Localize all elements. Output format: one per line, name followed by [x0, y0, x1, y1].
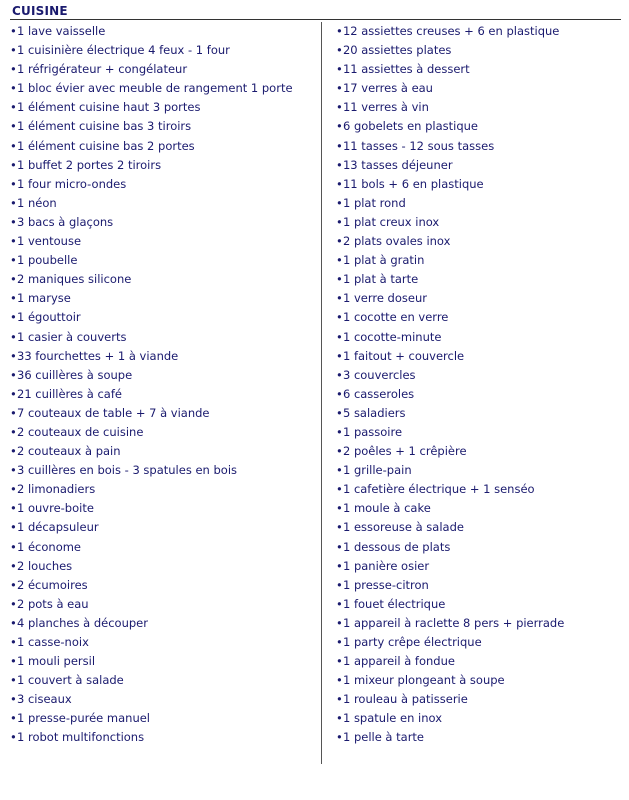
list-item-label: 1 élément cuisine haut 3 portes [17, 100, 201, 115]
bullet-icon: • [335, 692, 343, 707]
list-item-label: 1 casse-noix [17, 635, 89, 649]
bullet-icon: • [10, 730, 17, 745]
list-item-label: 1 cuisinière électrique 4 feux - 1 four [17, 43, 230, 58]
list-item [336, 22, 621, 41]
list-item-label: 1 maryse [17, 291, 71, 306]
list-item [336, 461, 621, 480]
bullet-icon: • [335, 195, 343, 210]
list-item-label: 1 ventouse [17, 234, 82, 249]
list-item [10, 156, 315, 175]
list-item [10, 690, 315, 709]
bullet-icon: • [10, 176, 17, 191]
list-item [336, 251, 621, 270]
bullet-icon: • [335, 386, 343, 401]
list-item-label: 1 lave vaisselle [17, 24, 106, 38]
list-item [10, 41, 315, 60]
bullet-icon: • [335, 43, 343, 58]
list-item-label: 3 cuillères en bois - 3 spatules en bois [17, 463, 238, 478]
list-item-label: 3 couvercles [342, 367, 416, 382]
bullet-icon: • [10, 119, 17, 134]
list-item [336, 213, 621, 232]
list-item-label: 1 moule à cake [342, 501, 431, 516]
bullet-icon: • [10, 138, 17, 153]
list-item [336, 41, 621, 60]
bullet-icon: • [335, 424, 343, 439]
list-item-label: 11 verres à vin [342, 100, 429, 115]
list-item-label: 1 presse-citron [342, 577, 429, 592]
bullet-icon: • [10, 367, 17, 382]
list-item [10, 480, 315, 499]
list-item [10, 671, 315, 690]
bullet-icon: • [335, 100, 343, 115]
list-item-label: 1 cocotte-minute [342, 329, 442, 344]
list-item [336, 518, 621, 537]
list-item-label: 1 four micro-ondes [17, 176, 127, 191]
list-item-label: 2 louches [17, 558, 73, 573]
list-item [10, 175, 315, 194]
bullet-icon: • [335, 253, 343, 268]
bullet-icon: • [335, 482, 343, 497]
list-item-label: 7 couteaux de table + 7 à viande [17, 405, 210, 420]
list-item-label: 2 couteaux à pain [17, 444, 121, 459]
bullet-icon: • [10, 501, 17, 516]
list-item [10, 538, 315, 557]
list-item-label: 1 poubelle [17, 253, 78, 268]
list-item [10, 518, 315, 537]
right-item-list [336, 22, 621, 748]
list-item [10, 614, 315, 633]
list-item [10, 595, 315, 614]
bullet-icon: • [10, 635, 17, 649]
list-item-label: 12 assiettes creuses + 6 en plastique [342, 24, 560, 38]
list-item-label: 21 cuillères à café [17, 386, 122, 401]
list-item-label: 1 élément cuisine bas 2 portes [17, 138, 195, 153]
bullet-icon: • [10, 234, 17, 249]
bullet-icon: • [10, 424, 17, 439]
list-item-label: 1 ouvre-boite [17, 501, 94, 516]
page-title: CUISINE [12, 4, 68, 18]
title-divider [10, 19, 621, 20]
list-item-label: 1 pelle à tarte [342, 730, 425, 745]
list-item [10, 289, 315, 308]
list-item [336, 557, 621, 576]
list-item [336, 423, 621, 442]
bullet-icon: • [10, 214, 17, 229]
list-item-label: 1 appareil à raclette 8 pers + pierrade [342, 615, 565, 630]
list-item-label: 6 gobelets en plastique [342, 119, 478, 134]
list-item [336, 175, 621, 194]
bullet-icon: • [10, 291, 17, 306]
bullet-icon: • [10, 195, 17, 210]
list-item-label: 1 faitout + couvercle [342, 348, 465, 363]
list-item-label: 1 mixeur plongeant à soupe [342, 673, 505, 688]
list-item-label: 1 mouli persil [17, 654, 96, 669]
list-item-label: 1 dessous de plats [342, 539, 451, 554]
list-item-label: 6 casseroles [342, 386, 415, 401]
list-item-label: 1 verre doseur [342, 291, 427, 306]
list-item [336, 232, 621, 251]
list-item [10, 385, 315, 404]
list-item [10, 576, 315, 595]
list-item-label: 1 décapsuleur [17, 520, 99, 535]
bullet-icon: • [10, 253, 17, 268]
list-item-label: 1 économe [17, 539, 82, 554]
bullet-icon: • [335, 348, 343, 363]
bullet-icon: • [10, 62, 17, 77]
bullet-icon: • [10, 157, 17, 172]
list-item-label: 1 passoire [342, 424, 403, 439]
bullet-icon: • [335, 558, 343, 573]
bullet-icon: • [335, 463, 343, 478]
bullet-icon: • [10, 654, 17, 669]
left-column [10, 22, 321, 748]
list-item-label: 2 écumoires [17, 577, 88, 592]
list-item-label: 1 essoreuse à salade [342, 520, 464, 535]
bullet-icon: • [10, 692, 17, 707]
list-item [10, 22, 315, 41]
list-item [336, 60, 621, 79]
list-item-label: 5 saladiers [342, 405, 406, 420]
list-item-label: 4 planches à découper [17, 615, 148, 630]
list-item-label: 1 cafetière électrique + 1 senséo [342, 482, 535, 497]
bullet-icon: • [335, 234, 343, 249]
bullet-icon: • [335, 673, 343, 688]
bullet-icon: • [10, 43, 17, 58]
list-item [336, 328, 621, 347]
list-item [10, 79, 315, 98]
list-item [10, 194, 315, 213]
bullet-icon: • [10, 711, 17, 726]
bullet-icon: • [335, 329, 343, 344]
bullet-icon: • [335, 367, 343, 382]
list-item [336, 366, 621, 385]
bullet-icon: • [335, 520, 343, 535]
list-item-label: 2 pots à eau [17, 596, 89, 611]
list-item [10, 308, 315, 327]
list-item [10, 423, 315, 442]
bullet-icon: • [10, 444, 17, 459]
list-item-label: 11 assiettes à dessert [342, 62, 470, 77]
list-item [336, 652, 621, 671]
bullet-icon: • [335, 615, 343, 630]
list-item [10, 251, 315, 270]
list-item [336, 79, 621, 98]
list-item [336, 270, 621, 289]
bullet-icon: • [10, 348, 17, 363]
bullet-icon: • [335, 157, 343, 172]
bullet-icon: • [10, 329, 17, 344]
list-item [336, 98, 621, 117]
bullet-icon: • [335, 176, 343, 191]
bullet-icon: • [335, 577, 343, 592]
list-item-label: 2 plats ovales inox [342, 234, 451, 249]
list-item [10, 633, 315, 652]
list-item [336, 480, 621, 499]
bullet-icon: • [10, 482, 17, 497]
list-item [10, 213, 315, 232]
list-item [336, 308, 621, 327]
list-item [336, 499, 621, 518]
list-item-label: 17 verres à eau [342, 81, 433, 96]
list-item-label: 1 buffet 2 portes 2 tiroirs [17, 157, 162, 172]
list-item-label: 1 casier à couverts [17, 329, 127, 344]
list-item-label: 2 poêles + 1 crêpière [342, 444, 467, 459]
bullet-icon: • [10, 81, 17, 96]
bullet-icon: • [335, 711, 343, 726]
list-item [336, 595, 621, 614]
list-item [336, 385, 621, 404]
list-item [10, 499, 315, 518]
list-item-label: 1 presse-purée manuel [17, 711, 150, 726]
list-item-label: 1 néon [17, 195, 57, 210]
list-item [336, 117, 621, 136]
list-item-label: 1 panière osier [342, 558, 430, 573]
bullet-icon: • [335, 501, 343, 516]
bullet-icon: • [10, 24, 17, 38]
list-item [336, 690, 621, 709]
list-item [336, 671, 621, 690]
bullet-icon: • [10, 558, 17, 573]
list-item-label: 11 bols + 6 en plastique [342, 176, 484, 191]
bullet-icon: • [335, 596, 343, 611]
list-item [336, 538, 621, 557]
list-item [10, 117, 315, 136]
list-item [10, 347, 315, 366]
list-item [10, 728, 315, 747]
list-item-label: 3 ciseaux [17, 692, 72, 707]
list-item [336, 614, 621, 633]
bullet-icon: • [10, 596, 17, 611]
bullet-icon: • [10, 615, 17, 630]
bullet-icon: • [335, 291, 343, 306]
list-item-label: 1 cocotte en verre [342, 310, 449, 325]
list-item [336, 347, 621, 366]
list-item-label: 1 grille-pain [342, 463, 412, 478]
list-item-label: 1 réfrigérateur + congélateur [17, 62, 188, 77]
list-item-label: 1 couvert à salade [17, 673, 124, 688]
list-item-label: 2 limonadiers [17, 482, 96, 497]
list-item-label: 1 plat à gratin [342, 253, 425, 268]
list-item [10, 366, 315, 385]
bullet-icon: • [10, 405, 17, 420]
inventory-columns [10, 22, 621, 764]
bullet-icon: • [10, 673, 17, 688]
list-item-label: 1 appareil à fondue [342, 654, 455, 669]
bullet-icon: • [335, 24, 343, 38]
bullet-icon: • [335, 539, 343, 554]
list-item [10, 442, 315, 461]
list-item [10, 461, 315, 480]
list-item [10, 232, 315, 251]
list-item-label: 1 robot multifonctions [17, 730, 145, 745]
bullet-icon: • [10, 520, 17, 535]
bullet-icon: • [335, 405, 343, 420]
right-column [322, 22, 621, 748]
bullet-icon: • [335, 81, 343, 96]
list-item-label: 1 rouleau à patisserie [342, 692, 468, 707]
left-item-list [10, 22, 315, 748]
bullet-icon: • [335, 214, 343, 229]
list-item-label: 2 couteaux de cuisine [17, 424, 144, 439]
list-item-label: 1 spatule en inox [342, 711, 442, 726]
list-item [336, 709, 621, 728]
list-item-label: 1 bloc évier avec meuble de rangement 1 porte [17, 81, 293, 96]
bullet-icon: • [335, 730, 343, 745]
list-item [10, 328, 315, 347]
list-item [10, 98, 315, 117]
list-item [336, 442, 621, 461]
list-item [336, 633, 621, 652]
list-item-label: 1 élément cuisine bas 3 tiroirs [17, 119, 192, 134]
bullet-icon: • [335, 272, 343, 287]
list-item [10, 60, 315, 79]
list-item [336, 404, 621, 423]
bullet-icon: • [335, 310, 343, 325]
list-item-label: 1 égouttoir [17, 310, 81, 325]
bullet-icon: • [10, 272, 17, 287]
bullet-icon: • [10, 100, 17, 115]
bullet-icon: • [335, 138, 343, 153]
bullet-icon: • [335, 654, 343, 669]
list-item [336, 576, 621, 595]
list-item [10, 652, 315, 671]
list-item-label: 11 tasses - 12 sous tasses [342, 138, 495, 153]
list-item [10, 270, 315, 289]
list-item-label: 13 tasses déjeuner [342, 157, 453, 172]
list-item-label: 1 plat à tarte [342, 272, 419, 287]
list-item [10, 137, 315, 156]
list-item-label: 33 fourchettes + 1 à viande [17, 348, 179, 363]
list-item [336, 137, 621, 156]
bullet-icon: • [335, 62, 343, 77]
list-item-label: 1 party crêpe électrique [342, 635, 482, 649]
bullet-icon: • [335, 119, 343, 134]
list-item-label: 1 plat rond [342, 195, 406, 210]
bullet-icon: • [335, 635, 343, 649]
list-item [336, 156, 621, 175]
bullet-icon: • [10, 577, 17, 592]
list-item [10, 709, 315, 728]
bullet-icon: • [10, 539, 17, 554]
list-item [336, 728, 621, 747]
list-item-label: 36 cuillères à soupe [17, 367, 133, 382]
list-item [336, 194, 621, 213]
list-item-label: 1 plat creux inox [342, 214, 440, 229]
list-item-label: 3 bacs à glaçons [17, 214, 114, 229]
list-item-label: 2 maniques silicone [17, 272, 132, 287]
bullet-icon: • [10, 463, 17, 478]
bullet-icon: • [10, 386, 17, 401]
list-item-label: 1 fouet électrique [342, 596, 446, 611]
list-item [10, 404, 315, 423]
list-item-label: 20 assiettes plates [342, 43, 452, 58]
bullet-icon: • [10, 310, 17, 325]
list-item [336, 289, 621, 308]
bullet-icon: • [335, 444, 343, 459]
list-item [10, 557, 315, 576]
